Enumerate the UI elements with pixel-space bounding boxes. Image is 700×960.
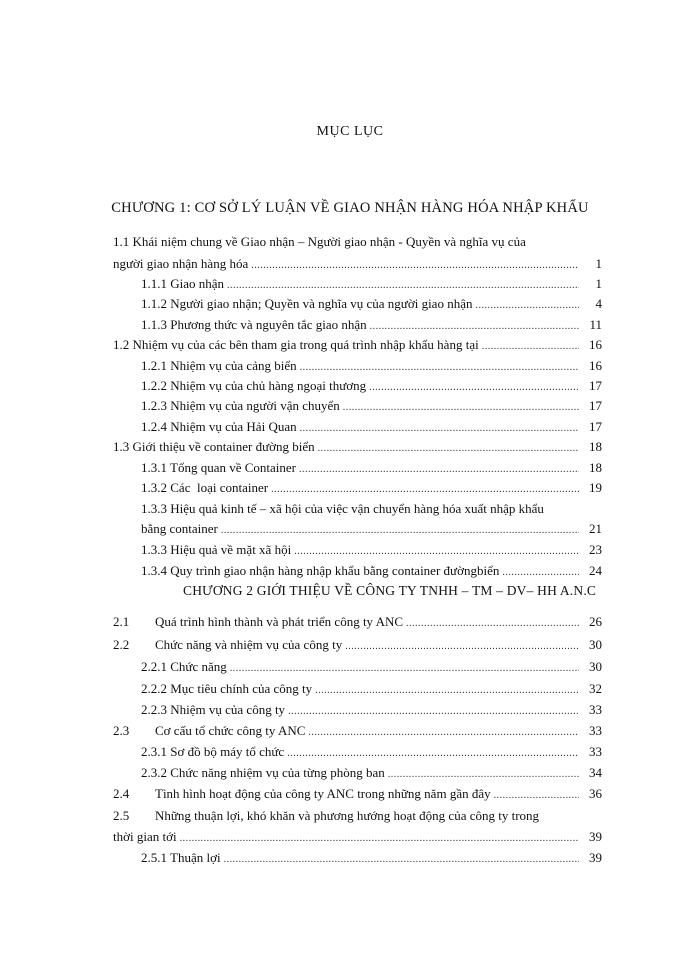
toc-entry-label: 1.3.3 Hiệu quả về mặt xã hội xyxy=(141,542,292,557)
dot-leader xyxy=(343,399,579,417)
toc-entry-page: 17 xyxy=(589,378,602,393)
dot-leader xyxy=(369,379,579,397)
toc-entry-page: 1 xyxy=(595,276,602,291)
toc-entry-2-5-line2[interactable] xyxy=(113,828,602,846)
toc-entry-1-3-3b[interactable] xyxy=(141,541,602,559)
toc-entry-page: 24 xyxy=(589,563,602,578)
toc-entry-1-3[interactable] xyxy=(113,438,602,456)
toc-entry-number: 2.3 xyxy=(113,723,130,738)
toc-entry-label: Quá trình hình thành và phát triển công ty ANC xyxy=(155,614,404,629)
toc-entry-page: 18 xyxy=(589,460,602,475)
toc-entry-label: 1.2.2 Nhiệm vụ của chủ hàng ngoại thương xyxy=(141,378,367,393)
dot-leader xyxy=(482,338,579,356)
toc-entry-number: 2.4 xyxy=(113,786,130,801)
toc-entry-1-1-line2[interactable] xyxy=(113,255,602,273)
toc-entry-1-1-3[interactable] xyxy=(141,316,602,334)
toc-entry-page: 33 xyxy=(589,702,602,717)
dot-leader xyxy=(370,318,579,336)
chapter-2-heading: CHƯƠNG 2 GIỚI THIỆU VỀ CÔNG TY TNHH – TM – DV– HH A.N.C xyxy=(183,583,597,598)
dot-leader xyxy=(300,359,579,377)
toc-entry-number: 2.5 xyxy=(113,808,130,823)
toc-entry-label: bằng container xyxy=(141,521,218,536)
toc-entry-1-3-1[interactable] xyxy=(141,459,602,477)
toc-entry-2-1[interactable] xyxy=(113,613,602,631)
toc-entry-page: 26 xyxy=(589,614,602,629)
toc-entry-2-4[interactable] xyxy=(113,785,602,803)
dot-leader xyxy=(318,440,579,458)
toc-entry-label: 2.2.2 Mục tiêu chính của công ty xyxy=(141,681,313,696)
toc-entry-2-5-line1[interactable] xyxy=(113,807,539,825)
toc-entry-label: 1.3.4 Quy trình giao nhận hàng nhập khẩu bằng container đườngbiển xyxy=(141,563,500,578)
toc-entry-2-3-2[interactable] xyxy=(141,764,602,782)
toc-entry-label: người giao nhận hàng hóa xyxy=(113,256,249,271)
toc-entry-page: 30 xyxy=(589,637,602,652)
toc-entry-label: 1.3.3 Hiệu quả kinh tế – xã hội của việc vận chuyển hàng hóa xuất nhập khẩu xyxy=(141,501,544,516)
dot-leader xyxy=(180,830,579,848)
toc-entry-label: Những thuận lợi, khó khăn và phương hướng hoạt động của công ty trong xyxy=(155,808,540,823)
toc-entry-page: 17 xyxy=(589,398,602,413)
toc-entry-page: 19 xyxy=(589,480,602,495)
dot-leader xyxy=(288,703,579,721)
dot-leader xyxy=(308,724,579,742)
toc-entry-label: 2.2.1 Chức năng xyxy=(141,659,227,674)
toc-entry-label: Cơ cấu tổ chức công ty ANC xyxy=(155,723,306,738)
toc-entry-1-3-4[interactable] xyxy=(141,562,602,580)
toc-entry-1-2-4[interactable] xyxy=(141,418,602,436)
toc-entry-1-2-1[interactable] xyxy=(141,357,602,375)
dot-leader xyxy=(230,660,579,678)
toc-entry-1-3-3-line1[interactable] xyxy=(141,500,544,518)
toc-entry-page: 18 xyxy=(589,439,602,454)
dot-leader xyxy=(315,682,579,700)
toc-entry-label: 1.1.1 Giao nhận xyxy=(141,276,225,291)
toc-entry-page: 39 xyxy=(589,850,602,865)
toc-entry-label: 2.5.1 Thuận lợi xyxy=(141,850,221,865)
toc-entry-page: 4 xyxy=(595,296,602,311)
dot-leader xyxy=(251,257,579,275)
toc-entry-label: 1.1.3 Phương thức và nguyên tắc giao nhận xyxy=(141,317,367,332)
toc-entry-page: 33 xyxy=(589,744,602,759)
toc-entry-2-2-3[interactable] xyxy=(141,701,602,719)
toc-entry-page: 34 xyxy=(589,765,602,780)
toc-entry-label: 1.1 Khái niệm chung về Giao nhận – Người giao nhận - Quyền và nghĩa vụ của xyxy=(113,234,526,249)
toc-entry-label: 2.2.3 Nhiệm vụ của công ty xyxy=(141,702,286,717)
toc-entry-label: 1.3.1 Tổng quan về Container xyxy=(141,460,297,475)
toc-entry-1-2-2[interactable] xyxy=(141,377,602,395)
toc-entry-2-2-2[interactable] xyxy=(141,680,602,698)
toc-entry-page: 16 xyxy=(589,337,602,352)
toc-entry-2-2[interactable] xyxy=(113,636,602,654)
toc-entry-label: Chức năng và nhiệm vụ của công ty xyxy=(155,637,343,652)
toc-entry-label: 1.2.1 Nhiệm vụ của cảng biển xyxy=(141,358,297,373)
toc-entry-1-3-2[interactable] xyxy=(141,479,602,497)
dot-leader xyxy=(502,564,579,582)
dot-leader xyxy=(300,420,579,438)
dot-leader xyxy=(287,745,579,763)
toc-entry-page: 17 xyxy=(589,419,602,434)
toc-entry-page: 11 xyxy=(589,317,602,332)
dot-leader xyxy=(475,297,579,315)
toc-entry-2-2-1[interactable] xyxy=(141,658,602,676)
toc-entry-1-1-1[interactable] xyxy=(141,275,602,293)
toc-entry-label: 1.2.3 Nhiệm vụ của người vận chuyển xyxy=(141,398,340,413)
toc-entry-label: 2.3.1 Sơ đồ bộ máy tổ chức xyxy=(141,744,285,759)
toc-entry-label: Tình hình hoạt động của công ty ANC trong những năm gần đây xyxy=(155,786,491,801)
dot-leader xyxy=(299,461,579,479)
toc-entry-label: 1.3.2 Các loại container xyxy=(141,480,269,495)
toc-entry-number: 2.1 xyxy=(113,614,130,629)
toc-entry-page: 36 xyxy=(589,786,602,801)
dot-leader xyxy=(345,638,579,656)
toc-entry-1-2[interactable] xyxy=(113,336,602,354)
dot-leader xyxy=(388,766,579,784)
toc-entry-label: 1.3 Giới thiệu về container đường biển xyxy=(113,439,315,454)
toc-title: MỤC LỤC xyxy=(316,124,384,139)
toc-entry-page: 30 xyxy=(589,659,602,674)
dot-leader xyxy=(294,543,579,561)
dot-leader xyxy=(406,615,579,633)
toc-entry-2-5-1[interactable] xyxy=(141,849,602,867)
dot-leader xyxy=(494,787,579,805)
toc-entry-page: 39 xyxy=(589,829,602,844)
toc-entry-1-3-3-line2[interactable] xyxy=(141,520,602,538)
toc-entry-number: 2.2 xyxy=(113,637,130,652)
dot-leader xyxy=(227,277,579,295)
toc-entry-1-1-2[interactable] xyxy=(141,295,602,313)
chapter-1-heading: CHƯƠNG 1: CƠ SỞ LÝ LUẬN VỀ GIAO NHẬN HÀNG HÓA NHẬP KHẨU xyxy=(111,200,589,216)
toc-entry-label: 2.3.2 Chức năng nhiệm vụ của từng phòng ban xyxy=(141,765,385,780)
toc-entry-page: 32 xyxy=(589,681,602,696)
dot-leader xyxy=(221,522,579,540)
toc-entry-2-3[interactable] xyxy=(113,722,602,740)
toc-entry-label: 1.2.4 Nhiệm vụ của Hải Quan xyxy=(141,419,297,434)
toc-entry-label: thời gian tới xyxy=(113,829,177,844)
toc-entry-2-3-1[interactable] xyxy=(141,743,602,761)
toc-entry-page: 21 xyxy=(589,521,602,536)
toc-entry-label: 1.2 Nhiệm vụ của các bên tham gia trong quá trình nhập khẩu hàng tại xyxy=(113,337,479,352)
dot-leader xyxy=(271,481,579,499)
toc-entry-page: 33 xyxy=(589,723,602,738)
toc-entry-1-1-line1[interactable] xyxy=(113,233,526,251)
toc-entry-page: 1 xyxy=(595,256,602,271)
toc-entry-page: 23 xyxy=(589,542,602,557)
dot-leader xyxy=(224,851,579,869)
toc-entry-1-2-3[interactable] xyxy=(141,397,602,415)
toc-entry-page: 16 xyxy=(589,358,602,373)
toc-entry-label: 1.1.2 Người giao nhận; Quyền và nghĩa vụ của người giao nhận xyxy=(141,296,473,311)
